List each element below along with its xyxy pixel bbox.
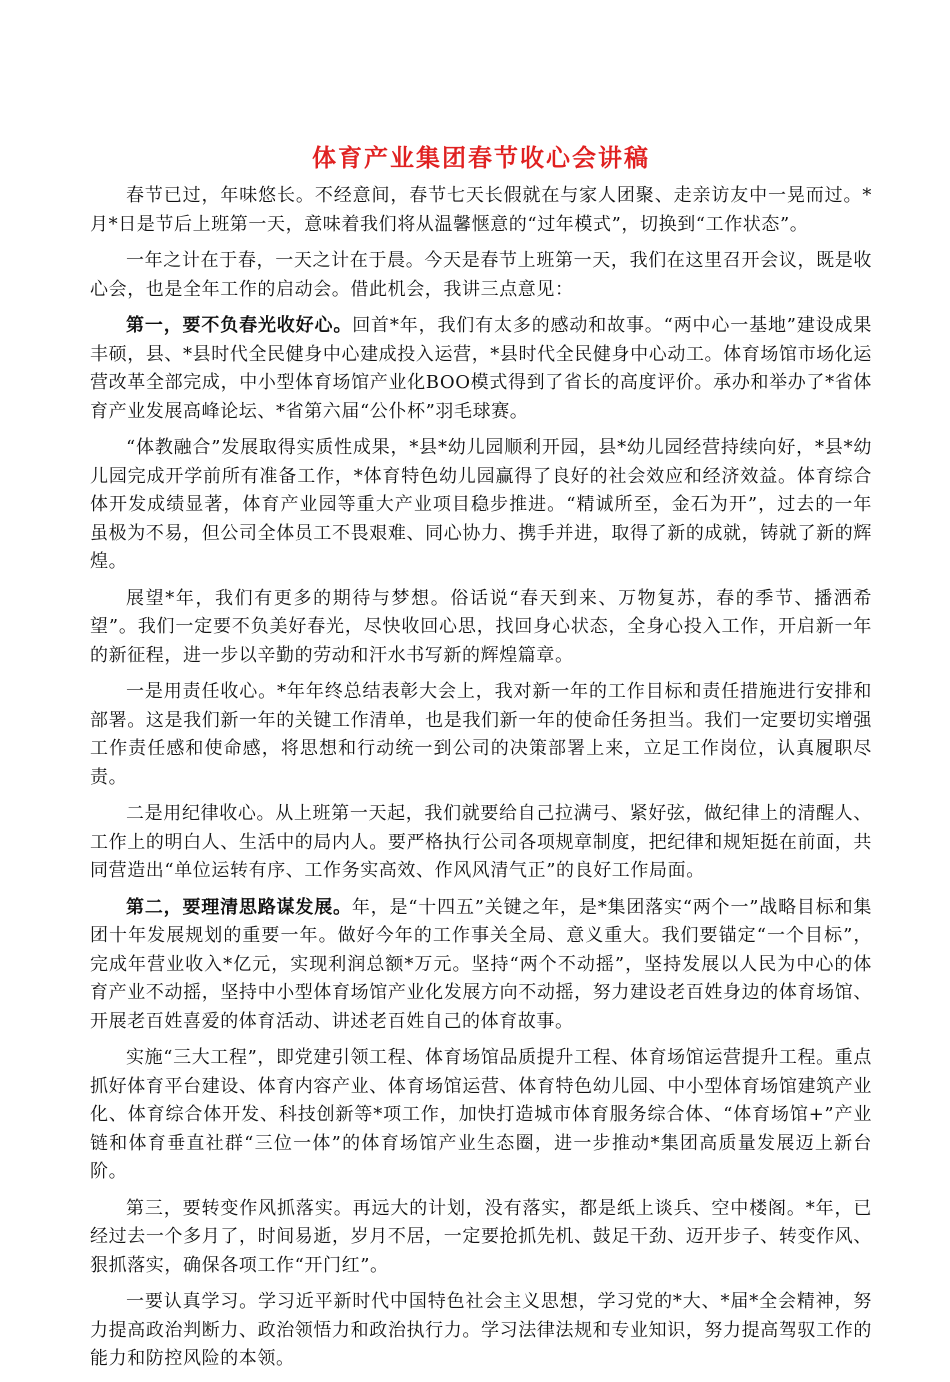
document-title: 体育产业集团春节收心会讲稿 bbox=[312, 143, 650, 172]
paragraph-1 bbox=[90, 182, 872, 239]
paragraph-text: 回首*年，我们有太多的感动和故事。“两中心一基地”建设成果丰硕，县、*县时代全民健身中心建成投入运营，*县时代全民健身中心动工。体育场馆市场化运营改革全部完成，中小型体育场馆产业化BOO模式得到了省长的高度评价。承办和举办了*省体育产业发展高峰论坛、*省第六届“公仆杯”羽毛球赛。 bbox=[90, 315, 872, 422]
paragraph-6 bbox=[90, 678, 872, 792]
paragraph-9 bbox=[90, 1044, 872, 1187]
paragraph-text: 一是用责任收心。*年年终总结表彰大会上，我对新一年的工作目标和责任措施进行安排和部署。这是我们新一年的关键工作清单，也是我们新一年的使命任务担当。我们一定要切实增强工作责任感和使命感，将思想和行动统一到公司的决策部署上来，立足工作岗位，认真履职尽责。 bbox=[90, 681, 872, 788]
paragraph-10 bbox=[90, 1195, 872, 1281]
paragraph-lead: 第二，要理清思路谋发展。 bbox=[126, 896, 352, 918]
paragraph-text: 二是用纪律收心。从上班第一天起，我们就要给自己拉满弓、紧好弦，做纪律上的清醒人、工作上的明白人、生活中的局内人。要严格执行公司各项规章制度，把纪律和规矩挺在前面，共同营造出“单位运转有序、工作务实高效、作风风清气正”的良好工作局面。 bbox=[90, 803, 872, 881]
paragraph-3 bbox=[90, 312, 872, 426]
document-page bbox=[90, 140, 872, 1382]
paragraph-11 bbox=[90, 1288, 872, 1374]
paragraph-5 bbox=[90, 585, 872, 671]
paragraph-text: “体教融合”发展取得实质性成果，*县*幼儿园顺利开园，县*幼儿园经营持续向好，*县*幼儿园完成开学前所有准备工作，*体育特色幼儿园赢得了良好的社会效应和经济效益。体育综合体开发成绩显著，体育产业园等重大产业项目稳步推进。“精诚所至，金石为开”，过去的一年虽极为不易，但公司全体员工不畏艰难、同心协力、携手并进，取得了新的成就，铸就了新的辉煌。 bbox=[90, 437, 872, 572]
paragraph-text: 一要认真学习。学习近平新时代中国特色社会主义思想，学习党的*大、*届*全会精神，努力提高政治判断力、政治领悟力和政治执行力。学习法律法规和专业知识，努力提高驾驭工作的能力和防控风险的本领。 bbox=[90, 1291, 872, 1369]
paragraph-text: 一年之计在于春，一天之计在于晨。今天是春节上班第一天，我们在这里召开会议，既是收心会，也是全年工作的启动会。借此机会，我讲三点意见： bbox=[90, 250, 872, 300]
paragraph-text: 展望*年，我们有更多的期待与梦想。俗话说“春天到来、万物复苏，春的季节、播洒希望”。我们一定要不负美好春光，尽快收回心思，找回身心状态，全身心投入工作，开启新一年的新征程，进一步以辛勤的劳动和汗水书写新的辉煌篇章。 bbox=[90, 587, 872, 666]
paragraph-text: 第三，要转变作风抓落实。再远大的计划，没有落实，都是纸上谈兵、空中楼阁。*年，已经过去一个多月了，时间易逝，岁月不居，一定要抢抓先机、鼓足干劲、迈开步子、转变作风、狠抓落实，确保各项工作“开门红”。 bbox=[90, 1197, 872, 1276]
paragraph-8 bbox=[90, 894, 872, 1037]
paragraph-lead: 第一，要不负春光收好心。 bbox=[126, 315, 353, 336]
paragraph-text: 年，是“十四五”关键之年，是*集团落实“两个一”战略目标和集团十年发展规划的重要一年。做好今年的工作事关全局、意义重大。我们要锚定“一个目标”，完成年营业收入*亿元，实现利润总额*万元。坚持“两个不动摇”，坚持发展以人民为中心的体育产业不动摇，坚持中小型体育场馆产业化发展方向不动摇，努力建设老百姓身边的体育场馆、开展老百姓喜爱的体育活动、讲述老百姓自己的体育故事。 bbox=[90, 896, 872, 1032]
paragraph-text: 实施“三大工程”，即党建引领工程、体育场馆品质提升工程、体育场馆运营提升工程。重点抓好体育平台建设、体育内容产业、体育场馆运营、体育特色幼儿园、中小型体育场馆建筑产业化、体育综合体开发、科技创新等*项工作，加快打造城市体育服务综合体、“体育场馆+”产业链和体育垂直社群“三位一体”的体育场馆产业生态圈，进一步推动*集团高质量发展迈上新台阶。 bbox=[90, 1047, 872, 1182]
paragraph-7 bbox=[90, 800, 872, 886]
paragraph-4 bbox=[90, 434, 872, 577]
paragraph-2 bbox=[90, 247, 872, 304]
paragraph-text: 春节已过，年味悠长。不经意间，春节七天长假就在与家人团聚、走亲访友中一晃而过。*月*日是节后上班第一天，意味着我们将从温馨惬意的“过年模式”，切换到“工作状态”。 bbox=[90, 185, 872, 235]
